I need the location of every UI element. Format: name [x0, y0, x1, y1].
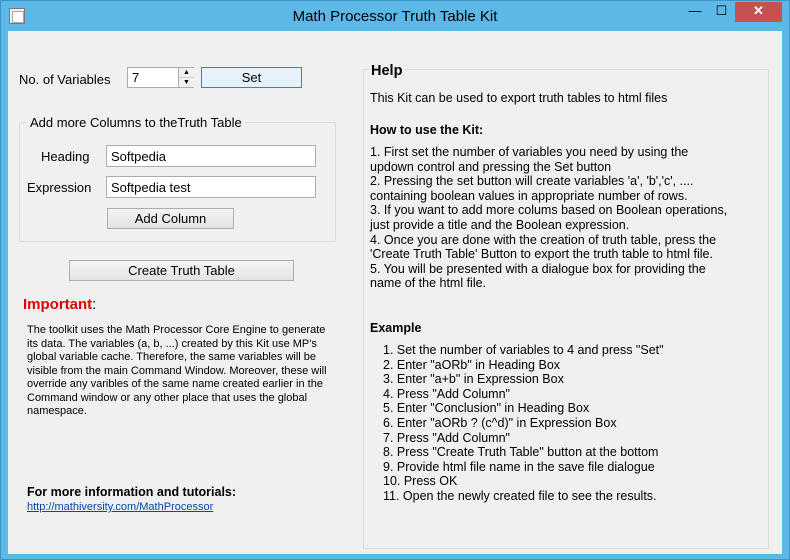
list-item: 7. Press "Add Column": [383, 430, 510, 445]
title-bar: [1, 1, 789, 31]
expression-label: Expression: [27, 180, 92, 195]
mathiversity-link[interactable]: http://mathiversity.com/MathProcessor: [27, 501, 214, 513]
expression-input[interactable]: [106, 176, 316, 198]
list-item: 4. Once you are done with the creation of truth table, press the: [370, 232, 717, 247]
list-item: 9. Provide html file name in the save file dialogue: [383, 459, 655, 474]
list-item: 5. You will be presented with a dialogue box for providing the: [370, 261, 706, 276]
create-truth-table-button[interactable]: Create Truth Table: [69, 260, 294, 281]
list-item: 1. Set the number of variables to 4 and press "Set": [383, 343, 664, 357]
stepper-down-icon[interactable]: ▼: [183, 79, 190, 86]
minimize-icon[interactable]: —: [688, 3, 702, 18]
list-item: 11. Open the newly created file to see the results.: [383, 489, 657, 503]
variables-label: No. of Variables: [19, 72, 111, 87]
list-item: name of the html file.: [370, 276, 487, 291]
help-intro: This Kit can be used to export truth tables to html files: [370, 91, 668, 105]
important-heading: [23, 296, 96, 313]
list-item: 3. Enter "a+b" in Expression Box: [383, 372, 564, 387]
window-title: Math Processor Truth Table Kit: [292, 8, 498, 25]
list-item: 2. Pressing the set button will create variables 'a', 'b','c', ....: [370, 174, 694, 189]
list-item: 2. Enter "aORb" in Heading Box: [383, 357, 561, 372]
example-title: Example: [370, 321, 422, 335]
stepper-up-icon[interactable]: ▲: [179, 68, 194, 78]
list-item: just provide a title and the Boolean expression.: [370, 218, 630, 232]
more-info-title: For more information and tutorials:: [27, 485, 237, 499]
help-title: Help: [371, 63, 403, 79]
list-item: 8. Press "Create Truth Table" button at the bottom: [383, 445, 659, 460]
important-colon: :: [92, 296, 97, 313]
list-item: 6. Enter "aORb ? (c^d)" in Expression Box: [383, 416, 617, 430]
set-button[interactable]: Set: [201, 67, 302, 88]
close-icon[interactable]: ✕: [735, 2, 782, 22]
list-item: updown control and pressing the Set button: [370, 159, 612, 174]
heading-input[interactable]: [106, 145, 316, 167]
heading-label: Heading: [41, 149, 90, 164]
list-item: containing boolean values in appropriate number of rows.: [370, 188, 688, 203]
list-item: 5. Enter "Conclusion" in Heading Box: [383, 401, 590, 416]
list-item: 10. Press OK: [383, 474, 458, 489]
stepper-arrows[interactable]: [178, 68, 194, 87]
important-title: Important: [23, 296, 93, 313]
list-item: 4. Press "Add Column": [383, 386, 510, 401]
client-area: [8, 31, 782, 554]
list-item: 3. If you want to add more colums based on Boolean operations,: [370, 203, 728, 218]
add-columns-group-title: Add more Columns to theTruth Table: [27, 115, 245, 130]
list-item: 1. First set the number of variables you need by using the: [370, 145, 689, 159]
list-item: 'Create Truth Table' Button to export the truth table to html file.: [370, 247, 713, 262]
maximize-icon[interactable]: ☐: [715, 3, 728, 18]
add-column-button[interactable]: Add Column: [107, 208, 234, 229]
how-to-title: How to use the Kit:: [370, 123, 484, 137]
important-text: The toolkit uses the Math Processor Core Engine to generate its data. The variables (a, b, ...) created by this Kit use MP's global variable cache. Therefore, the same variables will be visible from the main Command Window. Moreover, these will override any varibles of the same name created earlier in the Command window or any other place that uses the global namespace.: [27, 324, 327, 417]
